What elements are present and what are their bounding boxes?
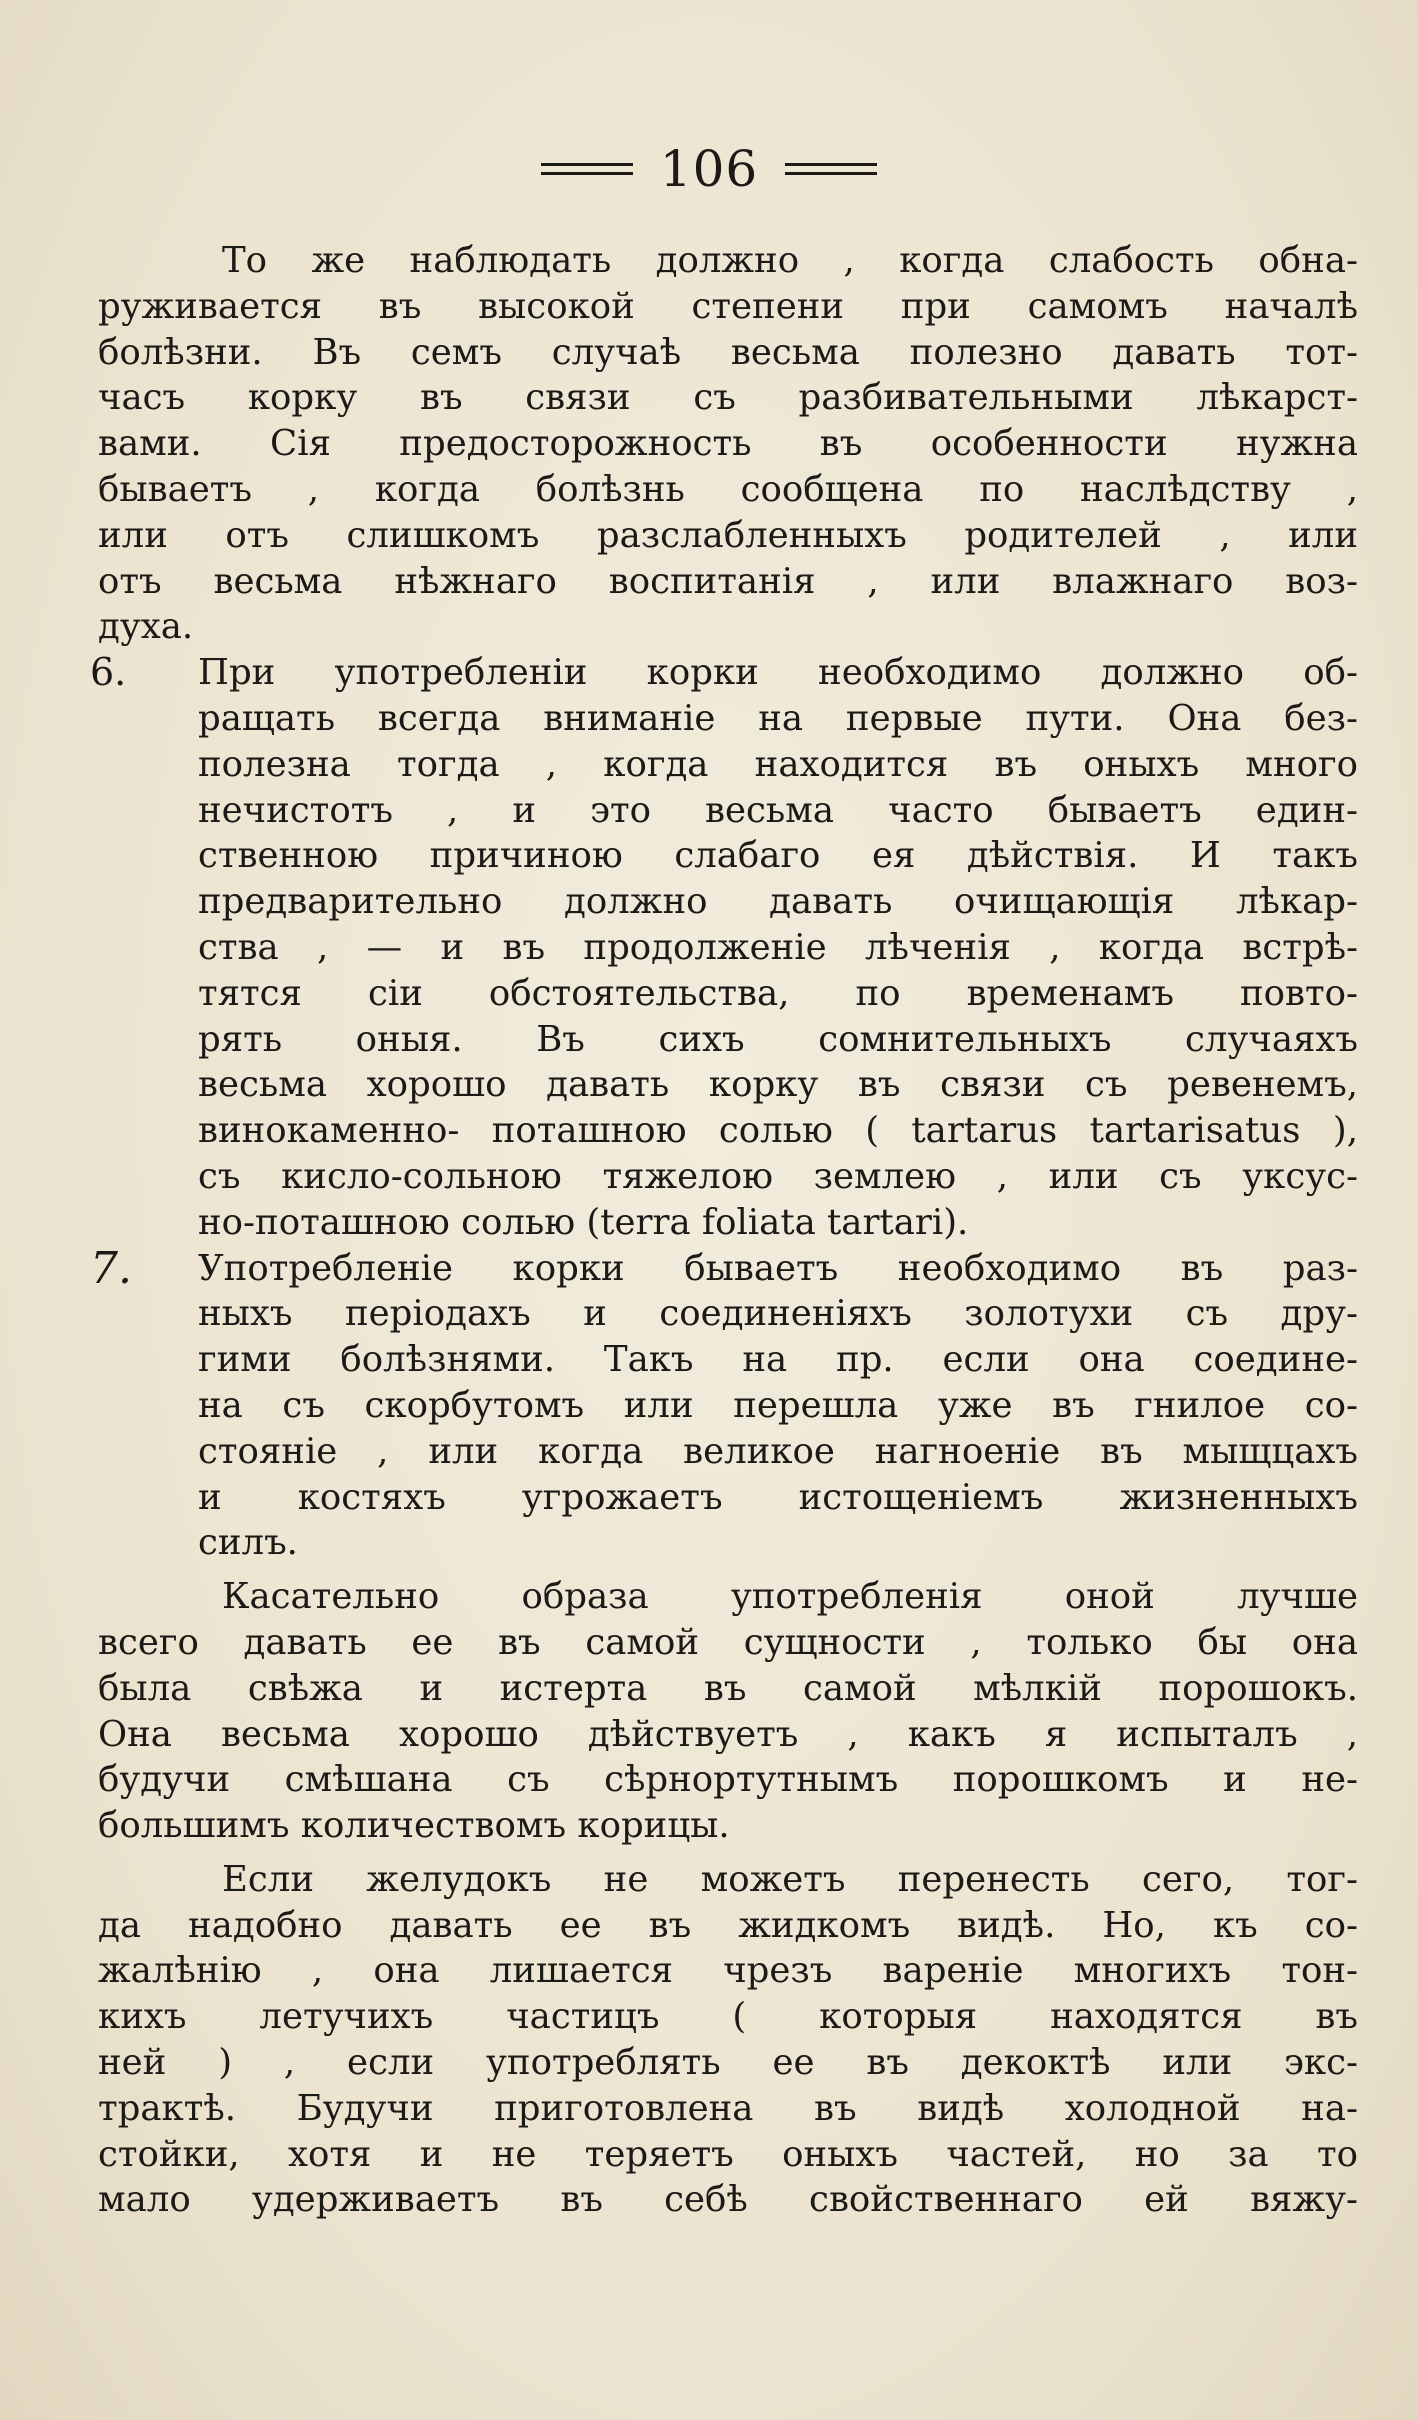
text-line: Употребленіе корки бываетъ необходимо въ раз- (198, 1247, 1358, 1289)
text-line: То же наблюдать должно , когда слабость обна- (222, 240, 1358, 281)
text-line: всего давать ее въ самой сущности , только бы она (98, 1621, 1358, 1663)
text-line: большимъ количествомъ корицы. (98, 1805, 730, 1847)
text-line: кихъ летучихъ частицъ ( которыя находятся въ (98, 1996, 1358, 2038)
text-line: была свѣжа и истерта въ самой мѣлкій порошокъ. (98, 1667, 1358, 1709)
text-line: тятся сіи обстоятельства, по временамъ повто- (198, 972, 1358, 1014)
page-number: 106 (659, 140, 759, 198)
text-line: жалѣнію , она лишается чрезъ вареніе многихъ тон- (98, 1950, 1358, 1992)
text-line: силъ. (198, 1522, 298, 1564)
paragraph-2 (98, 1574, 1358, 1849)
paragraph-1 (98, 238, 1358, 650)
page-header (0, 140, 1418, 220)
text-line: отъ весьма нѣжнаго воспитанія , или влажнаго воз- (98, 560, 1358, 602)
text-line: стойки, хотя и не теряетъ оныхъ частей, но за то (98, 2133, 1358, 2175)
text-line: Если желудокъ не можетъ перенесть сего, тог- (222, 1858, 1358, 1900)
list-item-6 (90, 650, 1358, 1245)
text-line: ственною причиною слабаго ея дѣйствія. И такъ (198, 835, 1358, 877)
header-rule-right (785, 163, 877, 175)
text-line: трактѣ. Будучи приготовлена въ видѣ холодной на- (98, 2087, 1358, 2129)
list-item-7 (90, 1242, 1358, 1567)
body-text (90, 238, 1358, 2223)
text-line: винокаменно- поташною солью ( tartarus tartarisatus ), (198, 1110, 1358, 1152)
text-line: Касательно образа употребленія оной лучше (222, 1576, 1358, 1618)
text-line: ства , — и въ продолженіе лѣченія , когда встрѣ- (198, 926, 1358, 968)
text-line: ращать всегда вниманіе на первые пути. Она без- (198, 697, 1358, 739)
text-line: будучи смѣшана съ сѣрнортутнымъ порошкомъ и не- (98, 1759, 1358, 1801)
text-line: рять оныя. Въ сихъ сомнительныхъ случаяхъ (198, 1018, 1358, 1060)
text-line: болѣзни. Въ семъ случаѣ весьма полезно давать тот- (98, 331, 1358, 373)
text-line: или отъ слишкомъ разслабленныхъ родителей , или (98, 514, 1358, 556)
text-line: но-поташною солью (terra foliata tartari). (198, 1201, 969, 1243)
text-line: часъ корку въ связи съ разбивательными лѣкарст- (98, 377, 1358, 419)
text-line: бываетъ , когда болѣзнь сообщена по наслѣдству , (98, 468, 1358, 510)
text-line: духа. (98, 606, 194, 648)
text-line: весьма хорошо давать корку въ связи съ ревенемъ, (198, 1064, 1358, 1106)
text-line: стояніе , или когда великое нагноеніе въ мыщцахъ (198, 1430, 1358, 1472)
text-line: ней ) , если употреблять ее въ декоктѣ или экс- (98, 2042, 1358, 2084)
text-line: да надобно давать ее въ жидкомъ видѣ. Но, къ со- (98, 1904, 1358, 1946)
text-line: полезна тогда , когда находится въ оныхъ много (198, 743, 1358, 785)
text-line: Она весьма хорошо дѣйствуетъ , какъ я испыталъ , (98, 1713, 1358, 1755)
text-line: При употребленіи корки необходимо должно об- (198, 652, 1358, 694)
text-line: съ кисло-сольною тяжелою землею , или съ уксус- (198, 1155, 1358, 1197)
text-line: и костяхъ угрожаетъ истощеніемъ жизненныхъ (198, 1476, 1358, 1518)
header-rule-left (541, 163, 633, 175)
text-line: предварительно должно давать очищающія лѣкар- (198, 881, 1358, 923)
list-number-6: 6. (90, 650, 127, 695)
text-line: гими болѣзнями. Такъ на пр. если она соедине- (198, 1339, 1358, 1381)
text-line: на съ скорбутомъ или перешла уже въ гнилое со- (198, 1384, 1358, 1426)
text-line: нечистотъ , и это весьма часто бываетъ един- (198, 789, 1358, 831)
text-line: ныхъ періодахъ и соединеніяхъ золотухи съ дру- (198, 1293, 1358, 1335)
text-line: руживается въ высокой степени при самомъ началѣ (98, 285, 1358, 327)
text-line: мало удерживаетъ въ себѣ свойственнаго ей вяжу- (98, 2179, 1358, 2221)
list-number-7: 7. (90, 1242, 132, 1294)
paragraph-3 (98, 1857, 1358, 2223)
text-line: вами. Сія предосторожность въ особенности нужна (98, 423, 1358, 465)
